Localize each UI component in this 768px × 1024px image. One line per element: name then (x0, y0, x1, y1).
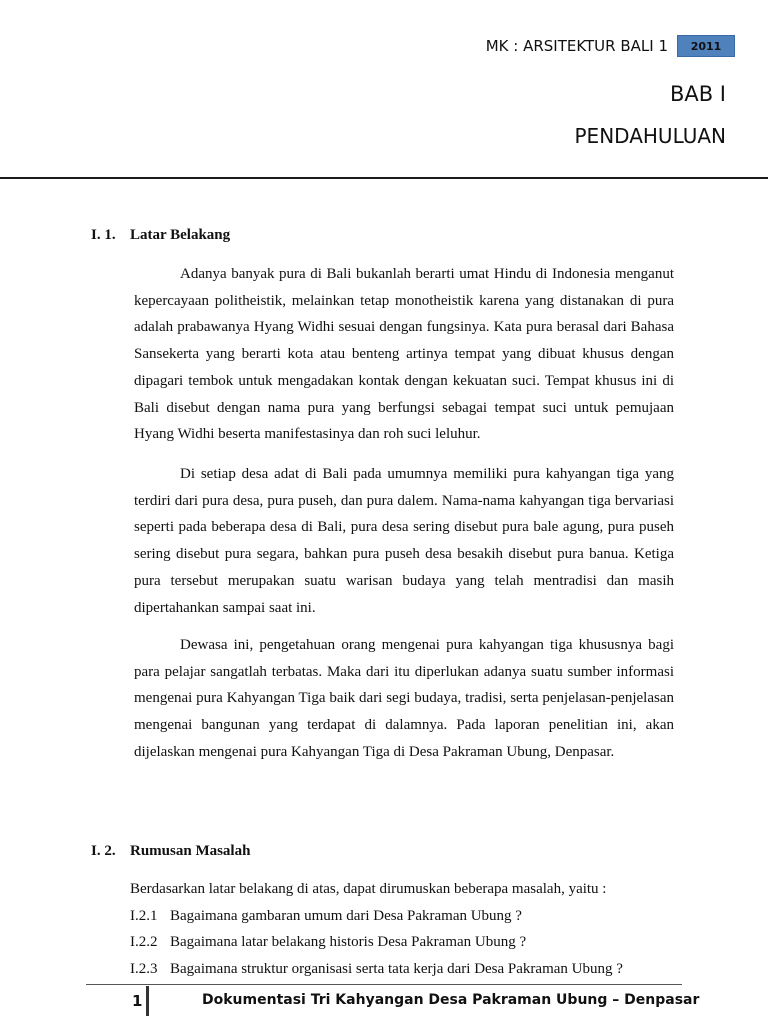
section-title: Latar Belakang (130, 227, 231, 243)
list-item-text: Bagaimana gambaran umum dari Desa Pakraman Ubung ? (170, 908, 522, 924)
section-number: I. 2. (91, 843, 116, 859)
list-item-number: I.2.3 (130, 961, 158, 977)
page-number: 1 (132, 992, 143, 1010)
section-title: Rumusan Masalah (130, 843, 251, 859)
paragraph: Dewasa ini, pengetahuan orang mengenai pura kahyangan tiga khususnya bagi para pelajar sangatlah terbatas. Maka dari itu diperlukan adanya suatu sumber informasi mengenai pura Kahyangan Tiga baik dari segi budaya, tradisi, serta penjelasan-penjelasan mengenai bangunan yang terdapat di dalamnya. Pada laporan penelitian ini, akan dijelaskan mengenai pura Kahyangan Tiga di Desa Pakraman Ubung, Denpasar. (134, 637, 674, 760)
list-item (130, 961, 623, 978)
list-item (130, 934, 526, 951)
footer-title: Dokumentasi Tri Kahyangan Desa Pakraman Ubung – Denpasar (202, 992, 700, 1008)
header-divider (0, 177, 768, 179)
list-item (130, 908, 522, 925)
section-intro: Berdasarkan latar belakang di atas, dapat dirumuskan beberapa masalah, yaitu : (130, 881, 607, 897)
chapter-number: BAB I (669, 82, 726, 106)
paragraph: Adanya banyak pura di Bali bukanlah berarti umat Hindu di Indonesia menganut kepercayaan politheistik, melainkan tetap monotheistik karena yang distanakan di pura adalah prabawanya Hyang Widhi sesuai dengan fungsinya. Kata pura berasal dari Bahasa Sansekerta yang berarti kota atau benteng artinya tempat yang dibuat khusus dengan dipagari tembok untuk mengadakan kontak dengan kekuatan suci. Tempat khusus ini di Bali disebut dengan nama pura yang berfungsi sebagai tempat suci untuk pemujaan Hyang Widhi beserta manifestasinya dan roh suci leluhur. (134, 266, 674, 443)
section-heading-latar-belakang (91, 227, 230, 244)
footer-separator (146, 986, 149, 1016)
section-number: I. 1. (91, 227, 116, 243)
course-title: MK : ARSITEKTUR BALI 1 (485, 37, 668, 55)
section-heading-rumusan-masalah (91, 843, 250, 860)
list-item-text: Bagaimana struktur organisasi serta tata kerja dari Desa Pakraman Ubung ? (170, 961, 623, 977)
list-item-number: I.2.2 (130, 934, 158, 950)
chapter-title: PENDAHULUAN (574, 124, 726, 148)
year-badge: 2011 (677, 35, 735, 57)
list-item-number: I.2.1 (130, 908, 158, 924)
paragraph: Di setiap desa adat di Bali pada umumnya memiliki pura kahyangan tiga yang terdiri dari pura desa, pura puseh, dan pura dalem. Nama-nama kahyangan tiga bervariasi seperti pada beberapa desa di Bali, pura desa sering disebut pura bale agung, pura puseh sering disebut pura segara, bahkan pura puseh desa besakih disebut pura banua. Ketiga pura tersebut merupakan suatu warisan budaya yang telah mentradisi dan masih dipertahankan sampai saat ini. (134, 466, 674, 616)
list-item-text: Bagaimana latar belakang historis Desa Pakraman Ubung ? (170, 934, 527, 950)
footer-divider (86, 984, 682, 985)
